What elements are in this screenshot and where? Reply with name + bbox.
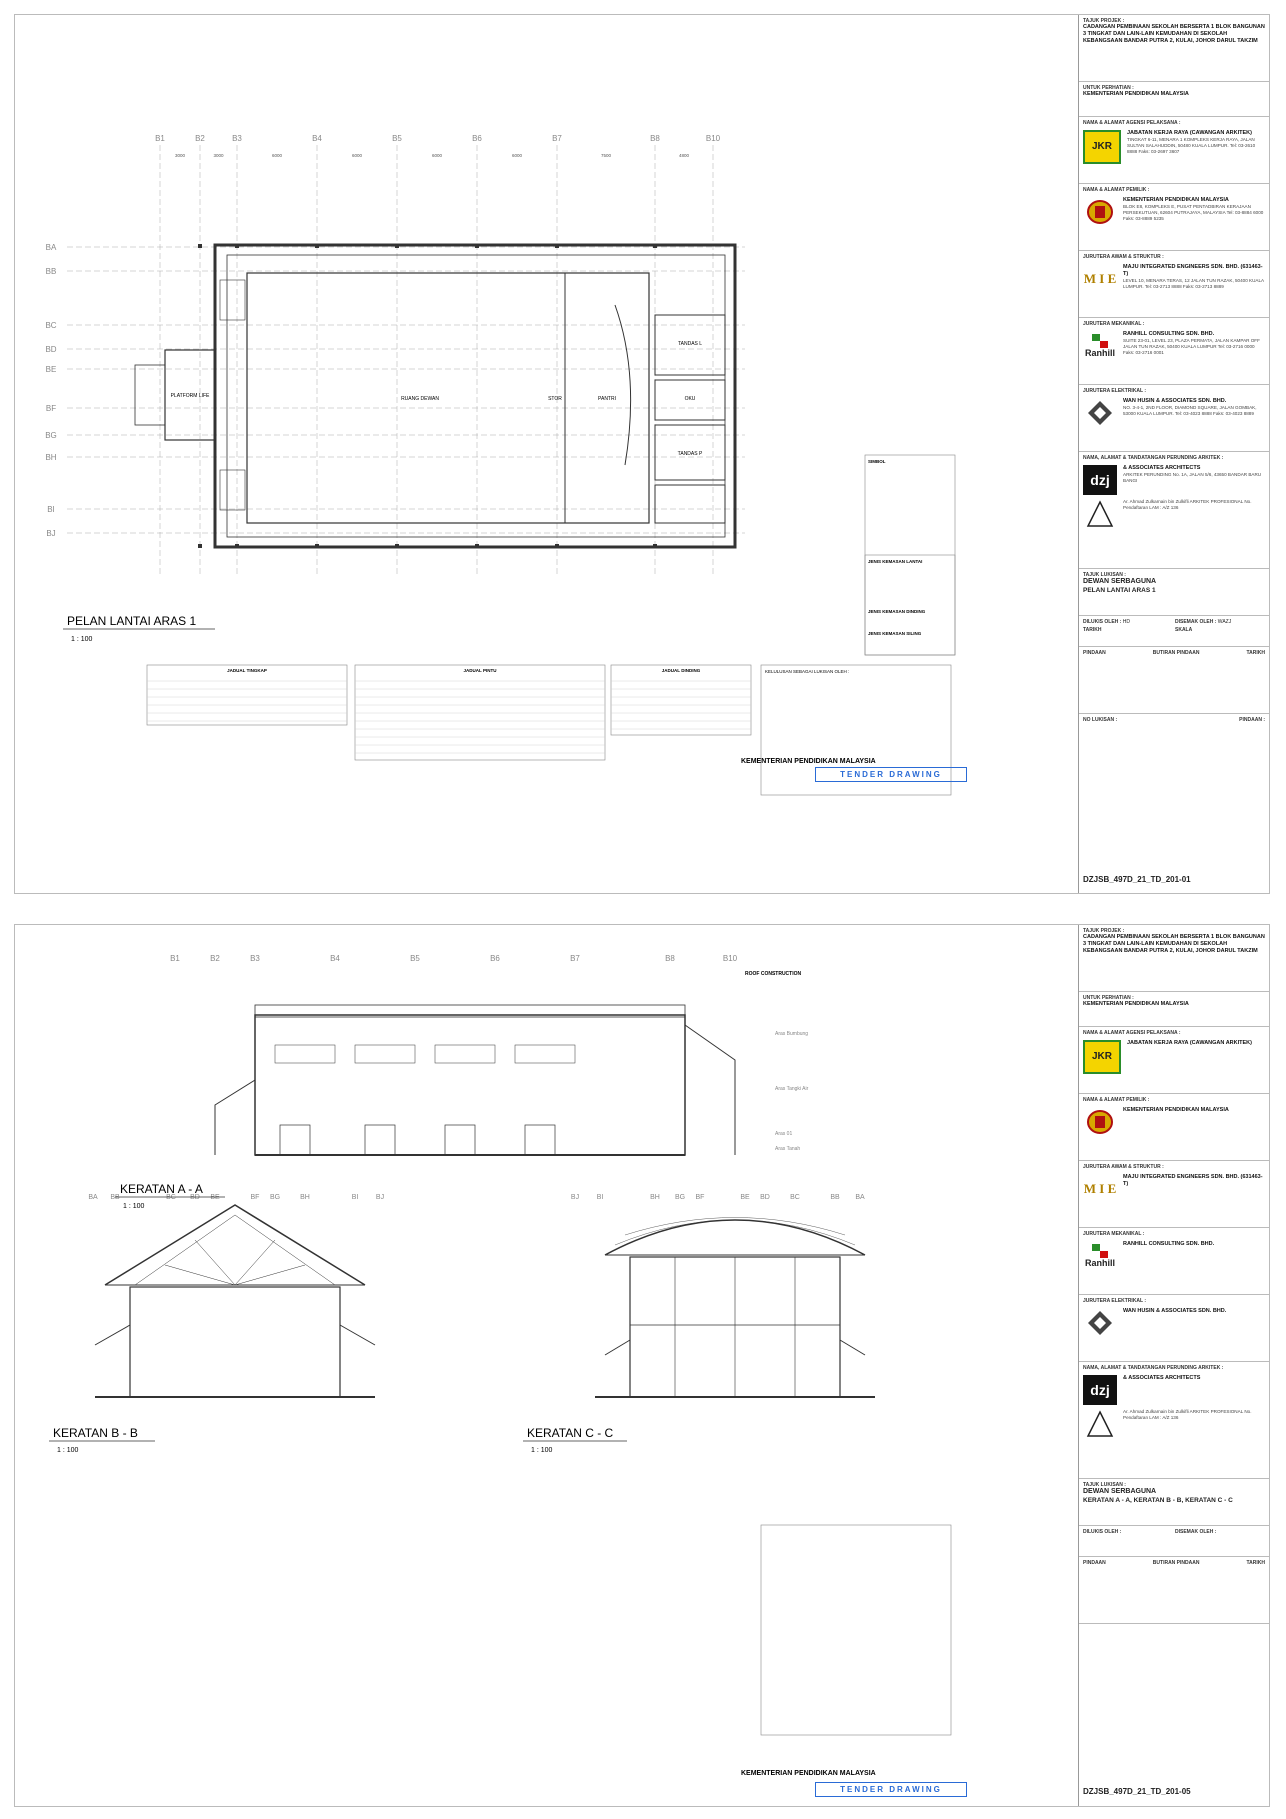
grid-bubble-bi: BI xyxy=(47,505,55,514)
grid-dimension: 4800 xyxy=(678,153,690,158)
drawing-subtitle-2: KERATAN A - A, KERATAN B - B, KERATAN C - C xyxy=(1083,1497,1233,1504)
project-label-2: TAJUK PROJEK : xyxy=(1083,928,1125,934)
project-label: TAJUK PROJEK : xyxy=(1083,18,1125,24)
jkr-address: TINGKAT 6-11, MENARA 1 KOMPLEKS KERJA RAYA, JALAN SULTAN SALAHUDDIN, 50480 KUALA LUMPUR. Tel: 03-2610 8888 Faks: 03-2697 3607 xyxy=(1127,137,1256,154)
grid-bubble-b3: B3 xyxy=(250,954,260,963)
grid-bubble-b5: B5 xyxy=(392,134,402,143)
checked-by-label: DISEMAK OLEH : xyxy=(1175,619,1217,625)
level-roof-label: Aras Bumbung xyxy=(775,1031,809,1037)
checked-by-label-2: DISEMAK OLEH : xyxy=(1175,1529,1217,1535)
grid-bubble-b2: B2 xyxy=(195,134,205,143)
kpm-name: KEMENTERIAN PENDIDIKAN MALAYSIA xyxy=(1123,197,1229,204)
column-mark xyxy=(235,544,239,548)
kpm-name-2: KEMENTERIAN PENDIDIKAN MALAYSIA xyxy=(1123,1107,1229,1114)
grid-dimension: 6000 xyxy=(431,153,443,158)
room-label-store: STOR xyxy=(548,396,562,402)
grid-bubble-bb-bd: BD xyxy=(190,1194,200,1201)
grid-bubble-b3: B3 xyxy=(232,134,242,143)
mie-address: LEVEL 10, MENARA TERAS, 12 JALAN TUN RAZAK, 50400 KUALA LUMPUR. Tel: 03-2713 8888 Faks: 03-2713 8889 xyxy=(1123,278,1264,289)
ranhill-logo-2 xyxy=(1083,1241,1117,1271)
ranhill-logo-text: Ranhill xyxy=(1084,347,1115,358)
grid-bubble-cc-bb: BB xyxy=(830,1194,840,1201)
for-text: KEMENTERIAN PENDIDIKAN MALAYSIA xyxy=(1083,91,1189,98)
mie-logo: M I E xyxy=(1083,271,1117,287)
revision-label: PINDAAN : xyxy=(1239,717,1265,723)
grid-bubble-b10: B10 xyxy=(705,134,721,143)
ranhill-name: RANHILL CONSULTING SDN. BHD. xyxy=(1123,331,1215,338)
column-mark xyxy=(475,244,479,248)
grid-bubble-bg: BG xyxy=(45,431,57,440)
room-label-pantry: PANTRI xyxy=(598,396,616,402)
title-block xyxy=(1078,15,1269,893)
grid-bubble-cc-bd: BD xyxy=(760,1194,770,1201)
room-label-stage: PLATFORM LIFE xyxy=(170,393,210,399)
level-ground-label: Aras Tanah xyxy=(775,1146,801,1152)
drawing-sheet-1 xyxy=(14,14,1270,894)
drawing-sheet-2 xyxy=(14,924,1270,1807)
legend-title: SIMBOL xyxy=(868,459,886,464)
grid-bubble-b1: B1 xyxy=(155,134,165,143)
elec-label: JURUTERA ELEKTRIKAL : xyxy=(1083,388,1147,394)
client-label-2: NAMA & ALAMAT AGENSI PELAKSANA : xyxy=(1083,1030,1181,1036)
jkr-name-2: JABATAN KERJA RAYA (CAWANGAN ARKITEK) xyxy=(1127,1040,1252,1047)
cs-label-2: JURUTERA AWAM & STRUKTUR : xyxy=(1083,1164,1164,1170)
drawing-title-2: DEWAN SERBAGUNA xyxy=(1083,1488,1157,1496)
table-title-windows: JADUAL TINGKAP xyxy=(227,668,267,673)
grid-bubble-cc-bg: BG xyxy=(674,1194,686,1201)
view-title-section-bb: KERATAN B - B xyxy=(53,1426,138,1440)
revision-col-label: PINDAAN xyxy=(1083,650,1106,656)
revision-date-label-2: TARIKH xyxy=(1246,1560,1265,1566)
kementerian-label-2: KEMENTERIAN PENDIDIKAN MALAYSIA xyxy=(741,1770,876,1777)
for-label: UNTUK PERHATIAN : xyxy=(1083,85,1134,91)
room-label-oku: OKU xyxy=(684,396,696,402)
kementerian-label: KEMENTERIAN PENDIDIKAN MALAYSIA xyxy=(741,758,876,765)
ranhill-address: SUITE 23-01, LEVEL 23, PLAZA PERMATA, JALAN KAMPAR OFF JALAN TUN RAZAK, 50400 KUALA LUMPUR Tel: 03-2716 0000 Faks: 03-2716 0001 xyxy=(1123,338,1260,355)
mie-name-2: MAJU INTEGRATED ENGINEERS SDN. BHD. (631463-T) xyxy=(1123,1174,1263,1188)
table-title-doors: JADUAL PINTU xyxy=(463,668,497,673)
ranhill-logo xyxy=(1083,331,1117,361)
lam-seal-icon-2 xyxy=(1083,1409,1117,1439)
grid-dimension: 6000 xyxy=(271,153,283,158)
grid-bubble-b10: B10 xyxy=(722,954,738,963)
mie-logo-2: M I E xyxy=(1083,1181,1117,1197)
column-mark xyxy=(198,244,202,248)
column-mark xyxy=(653,544,657,548)
grid-bubble-b2: B2 xyxy=(210,954,220,963)
column-mark xyxy=(395,244,399,248)
title-block-2 xyxy=(1078,925,1269,1806)
revision-date-label: TARIKH xyxy=(1246,650,1265,656)
grid-dimension: 3000 xyxy=(213,153,224,158)
ranhill-logo-text-2: Ranhill xyxy=(1084,1257,1115,1268)
drawing-title: DEWAN SERBAGUNA xyxy=(1083,578,1157,586)
mie-name: MAJU INTEGRATED ENGINEERS SDN. BHD. (631463-T) xyxy=(1123,264,1263,278)
kpm-crest-icon xyxy=(1083,197,1117,227)
column-mark xyxy=(555,244,559,248)
grid-bubble-cc-bi: BI xyxy=(596,1194,604,1201)
sections-drawing xyxy=(15,925,1079,1806)
view-title-section-aa: KERATAN A - A xyxy=(120,1182,203,1196)
dzj-logo-2: dzj xyxy=(1083,1375,1117,1405)
dzj-address: ARKITEK PERUNDING No. 1A, JALAN 5/6, 43650 BANDAR BARU BANGI xyxy=(1123,472,1262,483)
column-mark xyxy=(198,544,202,548)
view-scale-floor-plan: 1 : 100 xyxy=(71,636,93,643)
project-text-2: CADANGAN PEMBINAAN SEKOLAH BERSERTA 1 BLOK BANGUNAN 3 TINGKAT DAN LAIN-LAIN KEMUDAHAN DI SEKOLAH KEBANGSAAN BANDAR PUTRA 2, KULAI, JOHOR DARUL TAKZIM xyxy=(1083,934,1265,954)
revision-col-label-2: PINDAAN xyxy=(1083,1560,1106,1566)
cs-label: JURUTERA AWAM & STRUKTUR : xyxy=(1083,254,1164,260)
column-mark xyxy=(315,544,319,548)
drawn-by-label: DILUKIS OLEH : xyxy=(1083,619,1122,625)
grid-bubble-b7: B7 xyxy=(570,954,580,963)
drawn-by-label-2: DILUKIS OLEH : xyxy=(1083,1529,1122,1535)
jkr-logo: JKR xyxy=(1083,130,1121,164)
drawn-by-value: HD xyxy=(1122,619,1130,625)
view-title-section-cc: KERATAN C - C xyxy=(527,1426,614,1440)
wh-name: WAN HUSIN & ASSOCIATES SDN. BHD. xyxy=(1123,398,1227,405)
grid-bubble-bb-ba: BA xyxy=(88,1194,98,1201)
column-mark xyxy=(395,544,399,548)
grid-bubble-bb: BB xyxy=(45,267,57,276)
for-label-2: UNTUK PERHATIAN : xyxy=(1083,995,1134,1001)
dzj-name: & ASSOCIATES ARCHITECTS xyxy=(1123,465,1201,472)
legend-ceiling-finishes: JENIS KEMASAN SILING xyxy=(868,631,922,636)
grid-dimension: 6000 xyxy=(351,153,363,158)
grid-dimension: 3000 xyxy=(174,153,186,158)
grid-bubble-cc-bh: BH xyxy=(650,1194,660,1201)
grid-bubble-bb-bc: BC xyxy=(166,1194,176,1201)
room-label-toilet-m: TANDAS L xyxy=(677,341,703,347)
view-title-floor-plan: PELAN LANTAI ARAS 1 xyxy=(67,614,197,628)
tender-drawing-stamp: TENDER DRAWING xyxy=(815,767,967,782)
mech-label: JURUTERA MEKANIKAL : xyxy=(1083,321,1145,327)
grid-bubble-b4: B4 xyxy=(330,954,340,963)
arch-label-2: NAMA, ALAMAT & TANDATANGAN PERUNDING ARKITEK : xyxy=(1083,1365,1224,1371)
architect-signature-2: Ar. Ahmad Zulkarnain bin Zulkifli ARKITEK PROFESIONAL No. Pendaftaran LAM : A/Z 136 xyxy=(1123,1409,1252,1420)
arch-label: NAMA, ALAMAT & TANDATANGAN PERUNDING ARKITEK : xyxy=(1083,455,1224,461)
drawing-number: DZJSB_497D_21_TD_201-01 xyxy=(1083,875,1191,884)
approval-label: KELULUSAN SEBAGAI LUKISAN OLEH : xyxy=(765,669,850,674)
grid-bubble-b5: B5 xyxy=(410,954,420,963)
column-mark xyxy=(315,244,319,248)
grid-bubble-bj: BJ xyxy=(46,529,56,538)
grid-bubble-bf: BF xyxy=(45,404,57,413)
grid-dimension: 6000 xyxy=(511,153,523,158)
column-mark xyxy=(475,544,479,548)
column-mark xyxy=(653,244,657,248)
level-tank-label: Aras Tangki Air xyxy=(775,1086,809,1092)
view-scale-section-aa: 1 : 100 xyxy=(123,1203,145,1210)
jkr-name: JABATAN KERJA RAYA (CAWANGAN ARKITEK) xyxy=(1127,130,1252,137)
checked-by-value: WAZJ xyxy=(1217,619,1232,625)
legend-floor-finishes: JENIS KEMASAN LANTAI xyxy=(868,559,923,564)
revision-desc-label: BUTIRAN PINDAAN xyxy=(1152,650,1200,656)
grid-bubble-bd: BD xyxy=(45,345,57,354)
grid-bubble-bh: BH xyxy=(45,453,57,462)
wh-logo-icon xyxy=(1083,398,1117,428)
dzj-name-2: & ASSOCIATES ARCHITECTS xyxy=(1123,1375,1201,1382)
roof-construction-note: ROOF CONSTRUCTION xyxy=(745,971,802,977)
ranhill-name-2: RANHILL CONSULTING SDN. BHD. xyxy=(1123,1241,1215,1248)
room-label-main-hall: RUANG DEWAN xyxy=(401,396,439,402)
grid-bubble-bc: BC xyxy=(45,321,57,330)
grid-bubble-bb-bb: BB xyxy=(110,1194,120,1201)
client-label: NAMA & ALAMAT AGENSI PELAKSANA : xyxy=(1083,120,1181,126)
room-label-toilet-f: TANDAS P xyxy=(677,451,703,457)
kpm-crest-icon-2 xyxy=(1083,1107,1117,1137)
project-text: CADANGAN PEMBINAAN SEKOLAH BERSERTA 1 BLOK BANGUNAN 3 TINGKAT DAN LAIN-LAIN KEMUDAHAN DI SEKOLAH KEBANGSAAN BANDAR PUTRA 2, KULAI, JOHOR DARUL TAKZIM xyxy=(1083,24,1265,44)
column-mark xyxy=(235,244,239,248)
grid-bubble-bb-bg: BG xyxy=(269,1194,281,1201)
grid-bubble-bb-bi: BI xyxy=(351,1194,359,1201)
table-title-walls: JADUAL DINDING xyxy=(661,668,701,673)
floor-plan-drawing xyxy=(15,15,1079,893)
owner-label-2: NAMA & ALAMAT PEMILIK : xyxy=(1083,1097,1150,1103)
date-label: TARIKH xyxy=(1083,627,1102,634)
elec-label-2: JURUTERA ELEKTRIKAL : xyxy=(1083,1298,1147,1304)
grid-bubble-b6: B6 xyxy=(490,954,500,963)
grid-bubble-ba: BA xyxy=(45,243,57,252)
view-scale-section-cc: 1 : 100 xyxy=(531,1447,553,1454)
grid-bubble-bb-be: BE xyxy=(210,1194,220,1201)
wh-name-2: WAN HUSIN & ASSOCIATES SDN. BHD. xyxy=(1123,1308,1227,1315)
kpm-address: BLOK E8, KOMPLEKS E, PUSAT PENTADBIRAN KERAJAAN PERSEKUTUAN, 62604 PUTRAJAYA, MALAYSIA Tel: 03-8884 6000 Faks: 03-8889 5235 xyxy=(1123,204,1264,221)
drawing-title-label: TAJUK LUKISAN : xyxy=(1083,572,1126,578)
grid-bubble-b4: B4 xyxy=(312,134,322,143)
owner-label: NAMA & ALAMAT PEMILIK : xyxy=(1083,187,1150,193)
grid-bubble-b8: B8 xyxy=(650,134,660,143)
drawing-no-label: NO LUKISAN : xyxy=(1083,717,1118,723)
grid-bubble-b8: B8 xyxy=(665,954,675,963)
grid-bubble-bb-bf: BF xyxy=(250,1194,260,1201)
level-floor-label: Aras 01 xyxy=(775,1131,793,1137)
drawing-number-2: DZJSB_497D_21_TD_201-05 xyxy=(1083,1787,1191,1796)
dzj-logo: dzj xyxy=(1083,465,1117,495)
grid-bubble-be: BE xyxy=(45,365,57,374)
grid-bubble-cc-bj: BJ xyxy=(570,1194,580,1201)
grid-bubble-bb-bj: BJ xyxy=(375,1194,385,1201)
for-text-2: KEMENTERIAN PENDIDIKAN MALAYSIA xyxy=(1083,1001,1189,1008)
drawing-subtitle: PELAN LANTAI ARAS 1 xyxy=(1083,587,1156,594)
grid-dimension: 7500 xyxy=(600,153,612,158)
grid-bubble-bb-bh: BH xyxy=(300,1194,310,1201)
grid-bubble-cc-ba: BA xyxy=(855,1194,865,1201)
grid-bubble-b1: B1 xyxy=(170,954,180,963)
wh-logo-icon-2 xyxy=(1083,1308,1117,1338)
revision-desc-label-2: BUTIRAN PINDAAN xyxy=(1152,1560,1200,1566)
tender-drawing-stamp-2: TENDER DRAWING xyxy=(815,1782,967,1797)
architect-signature: Ar. Ahmad Zulkarnain bin Zulkifli ARKITEK PROFESIONAL No. Pendaftaran LAM : A/Z 136 xyxy=(1123,499,1252,510)
column-mark xyxy=(555,544,559,548)
grid-bubble-b7: B7 xyxy=(552,134,562,143)
view-scale-section-bb: 1 : 100 xyxy=(57,1447,79,1454)
grid-bubble-cc-bf: BF xyxy=(695,1194,705,1201)
wh-address: NO. 3-4-1, 2ND FLOOR, DIAMOND SQUARE, JALAN GOMBAK, 53000 KUALA LUMPUR. Tel: 03-4023 8888 Faks: 03-4023 8889 xyxy=(1123,405,1257,416)
grid-bubble-cc-be: BE xyxy=(740,1194,750,1201)
legend-wall-finishes: JENIS KEMASAN DINDING xyxy=(868,609,926,614)
scale-label: SKALA xyxy=(1175,627,1193,634)
grid-bubble-b6: B6 xyxy=(472,134,482,143)
jkr-logo-2: JKR xyxy=(1083,1040,1121,1074)
grid-bubble-cc-bc: BC xyxy=(790,1194,800,1201)
lam-seal-icon xyxy=(1083,499,1117,529)
mech-label-2: JURUTERA MEKANIKAL : xyxy=(1083,1231,1145,1237)
drawing-title-label-2: TAJUK LUKISAN : xyxy=(1083,1482,1126,1488)
